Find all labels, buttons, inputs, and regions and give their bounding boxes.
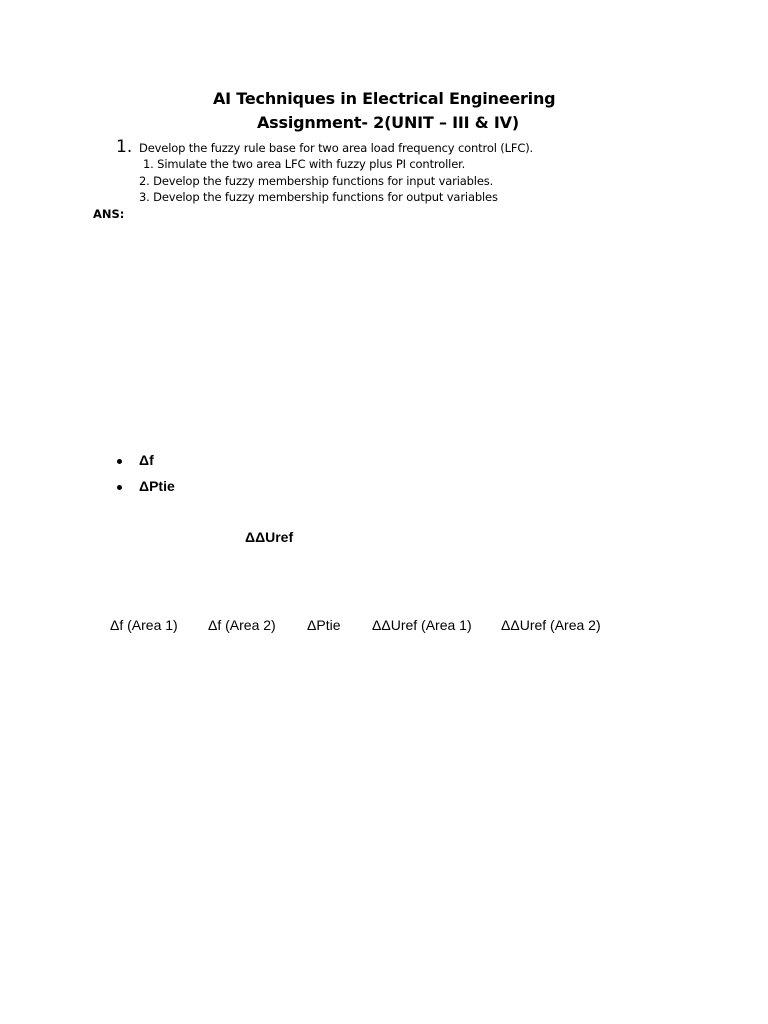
table-column-header: Δf (Area 2)	[208, 617, 276, 633]
subtask-item: 1. Simulate the two area LFC with fuzzy plus PI controller.	[143, 157, 466, 171]
question-number: 1.	[116, 137, 133, 157]
subtask-item: 2. Develop the fuzzy membership functions for input variables.	[139, 174, 494, 188]
question-text: Develop the fuzzy rule base for two area load frequency control (LFC).	[139, 141, 534, 155]
output-variable-label: ΔΔUref	[245, 529, 294, 545]
table-column-header: ΔPtie	[307, 617, 341, 633]
table-column-header: Δf (Area 1)	[110, 617, 178, 633]
answer-label: ANS:	[93, 207, 125, 221]
bullet-icon	[117, 485, 122, 490]
assignment-subtitle: Assignment- 2(UNIT – III & IV)	[257, 113, 519, 132]
table-column-header: ΔΔUref (Area 2)	[501, 617, 601, 633]
bullet-icon	[117, 459, 122, 464]
input-variable-item: Δf	[139, 452, 154, 468]
subtask-item: 3. Develop the fuzzy membership functions for output variables	[139, 190, 498, 204]
input-variable-item: ΔPtie	[139, 478, 175, 494]
table-column-header: ΔΔUref (Area 1)	[372, 617, 472, 633]
document-title: AI Techniques in Electrical Engineering	[213, 89, 556, 108]
